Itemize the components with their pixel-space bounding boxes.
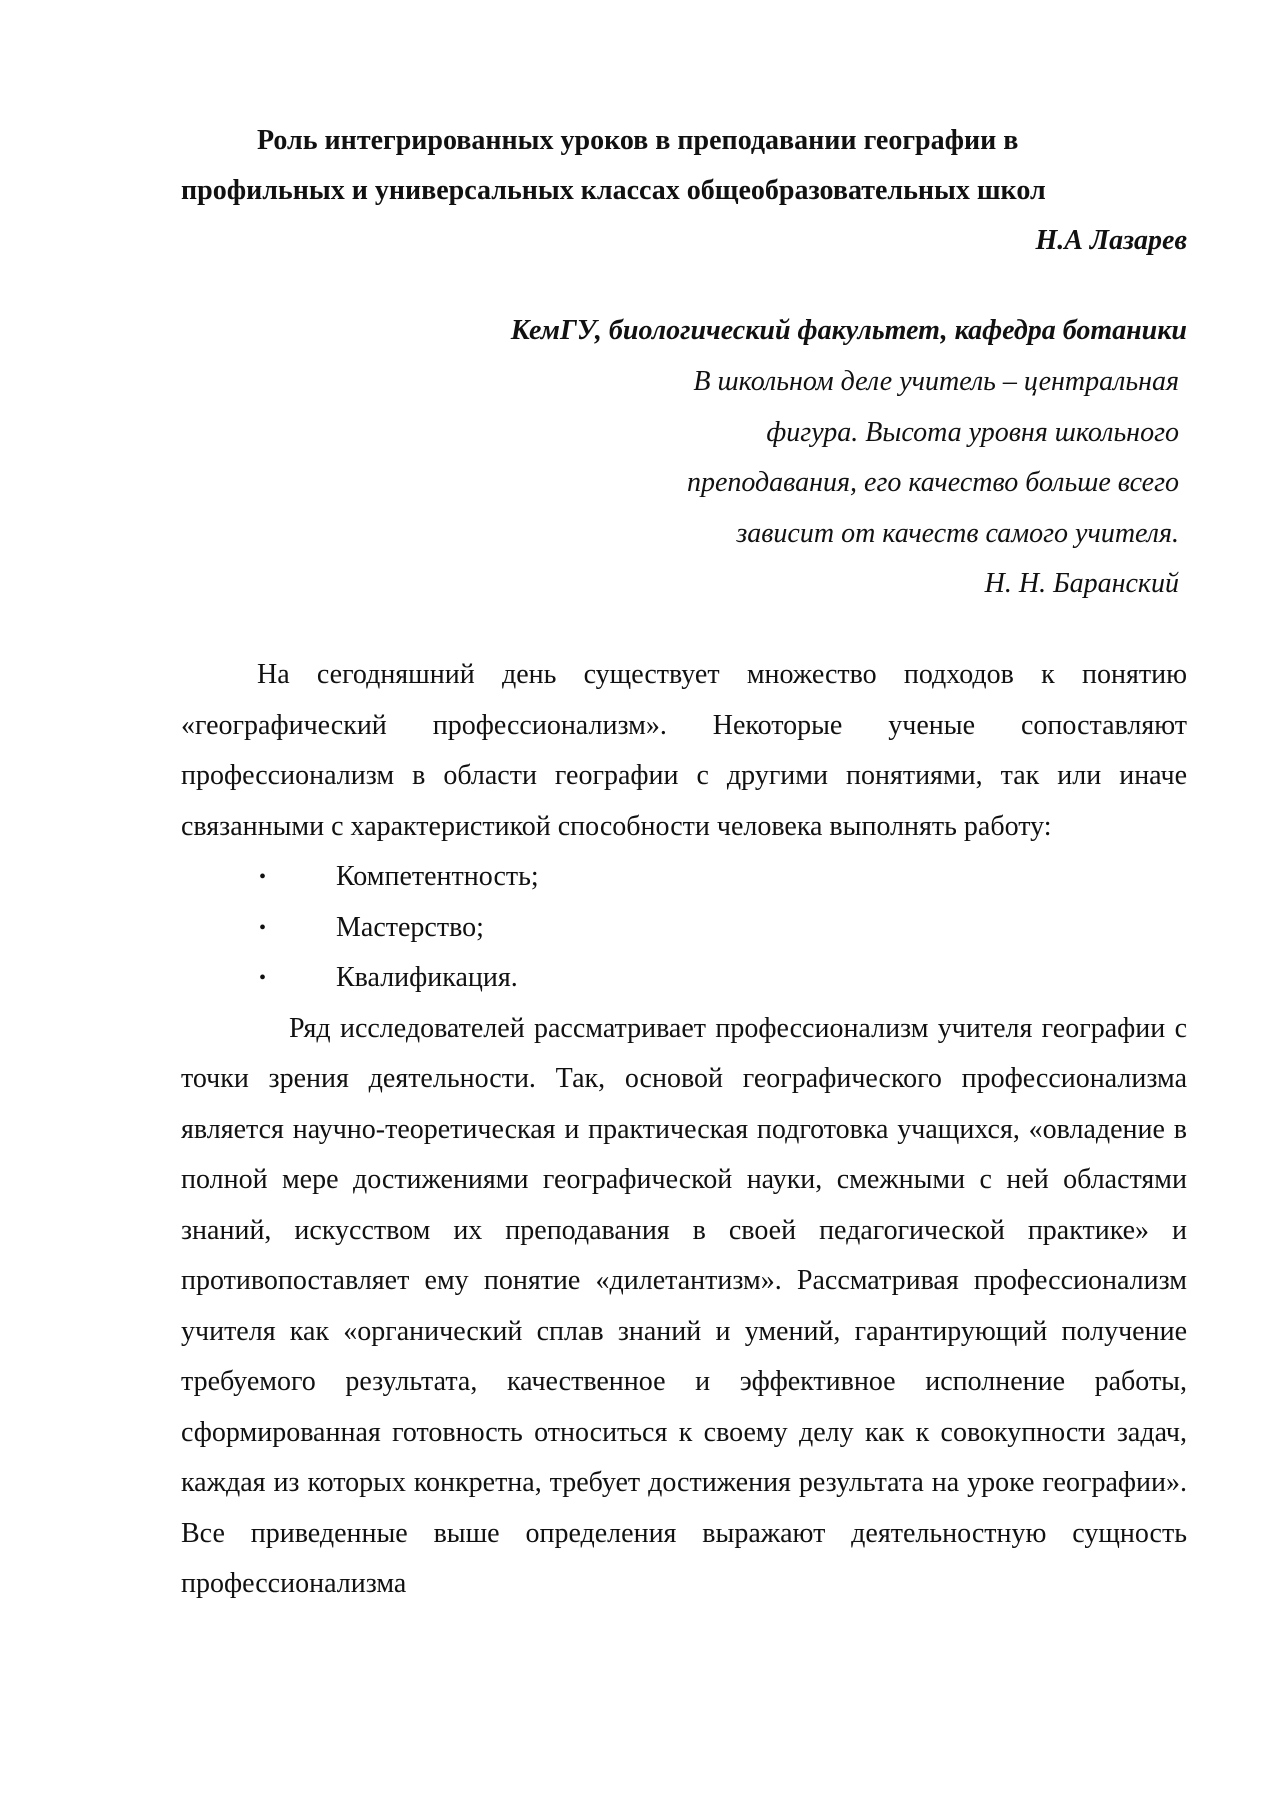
epigraph-line-4: зависит от качеств самого учителя. — [736, 517, 1179, 549]
epigraph-line-1: В школьном деле учитель – центральная — [693, 366, 1179, 397]
list-item-text: Компетентность; — [336, 861, 539, 892]
epigraph-line-3: преподавания, его качество больше всего — [686, 467, 1179, 498]
bullet-icon: • — [259, 916, 267, 939]
author-affiliation: КемГУ, биологический факультет, кафедра ботаники — [510, 315, 1187, 346]
epigraph — [181, 357, 1179, 610]
document-title — [181, 116, 1187, 216]
paragraph-1: На сегодняшний день существует множество подходов к понятию «географический профессионализм». Некоторые ученые сопоставляют профессионализм в области географии с другими понятиями, так или иначе связанными с характеристикой способности человека выполнять работу: — [181, 659, 1187, 842]
bullet-icon: • — [259, 967, 267, 989]
author-name: Н.А Лазарев — [1035, 225, 1187, 256]
bullet-list — [181, 852, 1187, 1004]
bullet-icon: • — [259, 866, 267, 888]
title-line-2: профильных и универсальных классах общеобразовательных школ — [181, 175, 1046, 206]
list-item — [181, 903, 1187, 954]
paragraph-2: Ряд исследователей рассматривает профессионализм учителя географии с точки зрения деятельности. Так, основой географического профессионализма является научно-теоретическая и практическая подготовка учащихся, «овладение в полной мере достижениями географической науки, смежными с ней областями знаний, искусством их преподавания в своей педагогической практике» и противопоставляет ему понятие «дилетантизм». Рассматривая профессионализм учителя как «органический сплав знаний и умений, гарантирующий получение требуемого результата, качественное и эффективное исполнение работы, сформированная готовность относиться к своему делу как к совокупности задач, каждая из которых конкретна, требует достижения результата на уроке географии». Все приведенные выше определения выражают деятельностную сущность профессионализма — [181, 1012, 1187, 1599]
list-item-text: Мастерство; — [336, 911, 484, 943]
document-body — [181, 650, 1187, 1610]
list-item-text: Квалификация. — [336, 962, 518, 993]
list-item — [181, 852, 1187, 903]
epigraph-line-2: фигура. Высота уровня школьного — [766, 416, 1179, 448]
list-item — [181, 953, 1187, 1004]
title-line-1: Роль интегрированных уроков в преподавании географии в — [257, 125, 1019, 156]
epigraph-attribution: Н. Н. Баранский — [984, 568, 1179, 599]
